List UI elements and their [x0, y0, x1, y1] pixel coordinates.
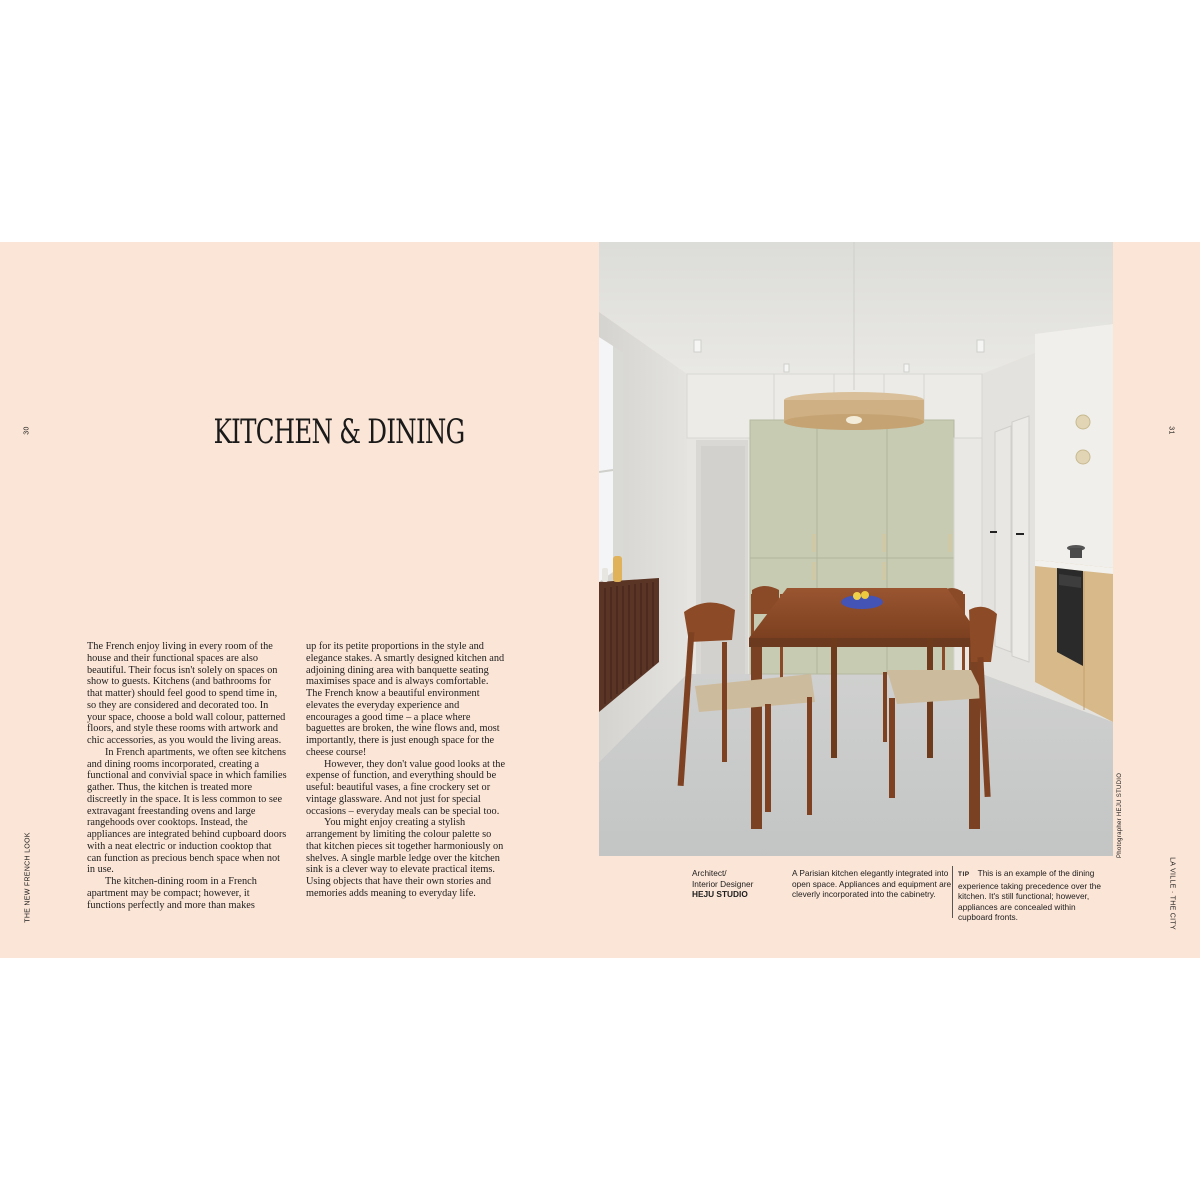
left-running-head: THE NEW FRENCH LOOK: [24, 832, 32, 923]
architect-caption-line2: Interior Designer: [692, 878, 754, 889]
body-paragraph: The French enjoy living in every room of the house and their functional spaces are also beautiful. Their focus isn't solely on spaces on show to guests. Kitchens (and bathrooms for that matter) should feel good to spend time in, so they are considered and decorated too. In your space, choose a bold wall colour, patterned floors, and style these rooms with artwork and chic accessories, as you would the living areas.: [87, 641, 286, 746]
architect-caption: [692, 868, 777, 900]
right-running-head: LA VILLE · THE CITY: [1168, 857, 1176, 930]
tip-label: TIP: [958, 871, 970, 878]
body-paragraph: The kitchen-dining room in a French apartment may be compact; however, it functions perfectly and more than makes: [87, 876, 257, 911]
tip-box: [958, 868, 1108, 923]
body-column-2: [306, 641, 506, 900]
architect-caption-line1: Architect/: [692, 868, 727, 878]
body-paragraph: In French apartments, we often see kitchens and dining rooms incorporated, creating a functional and convivial space in which families gather. Thus, the kitchen is treated more discreetly in the space. It is less common to see extravagant freestanding ovens and large rangehoods over cooktops. Instead, the appliances are integrated behind cupboard doors with a neat electric or induction cooktop that can function as precious bench space when not in use.: [87, 746, 287, 876]
tip-text: This is an example of the dining experience taking precedence over the kitchen. It's still functional; however, appliances are concealed within cupboard fronts.: [958, 868, 1101, 922]
body-column-1: [87, 641, 287, 911]
section-title: KITCHEN & DINING: [213, 412, 465, 452]
left-page-number: 30: [23, 426, 31, 435]
tip-divider: [952, 866, 953, 918]
right-page-number: 31: [1167, 426, 1175, 435]
photo-description: A Parisian kitchen elegantly integrated into open space. Appliances and equipment are cleverly incorporated into the cabinetry.: [792, 868, 952, 899]
body-paragraph: You might enjoy creating a stylish arrangement by limiting the colour palette so that kitchen pieces sit together harmoniously on shelves. A single marble ledge over the kitchen sink is a clever way to elevate practical items. Using objects that have their own stories and memories adds meaning to everyday life.: [306, 817, 504, 899]
body-paragraph-continued: up for its petite proportions in the style and elegance stakes. A smartly designed kitchen and adjoining dining area with banquette seating maximises space and is always comfortable. The French know a beautiful environment elevates the everyday experience and encourages a good time – a place where baguettes are broken, the wine flows and, most importantly, there is just enough space for the cheese course!: [306, 641, 505, 758]
architect-name: HEJU STUDIO: [692, 889, 748, 899]
kitchen-dining-photo: [599, 242, 1113, 856]
body-paragraph: However, they don't value good looks at the expense of function, and everything should be useful: beautiful vases, a fine crockery set or vintage glassware. And not just for special occasions – everyday meals can be special too.: [306, 758, 506, 817]
photo-credit: Photographer HEJU STUDIO: [1117, 772, 1123, 858]
